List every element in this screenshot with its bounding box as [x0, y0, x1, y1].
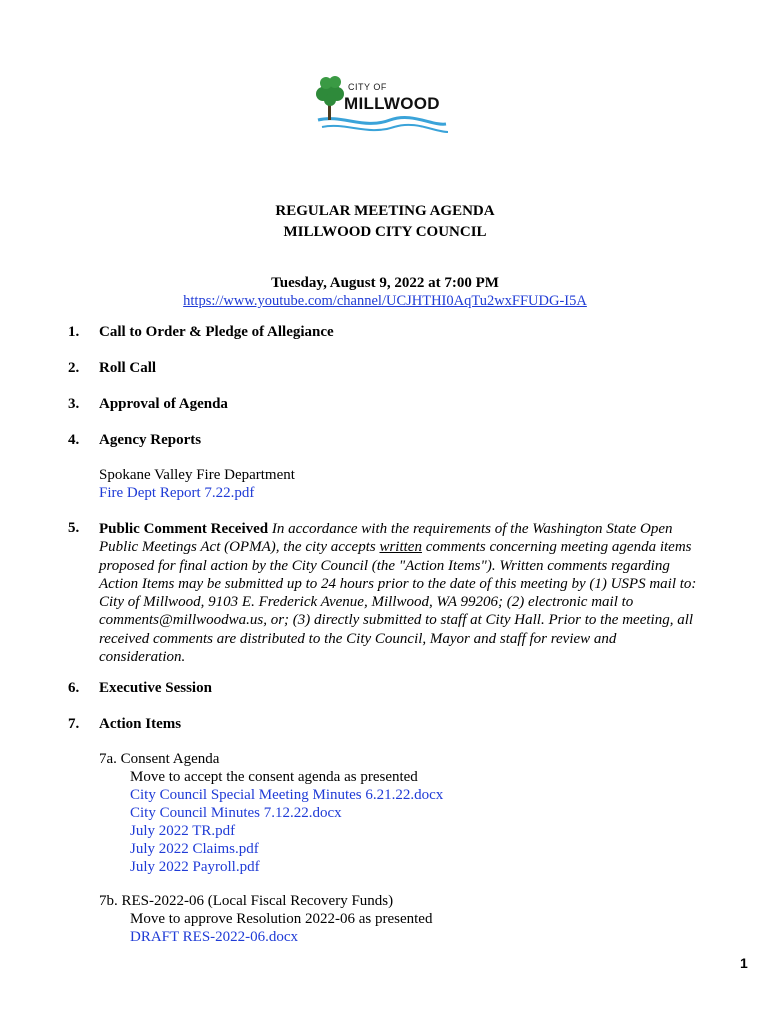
logo-city-of: CITY OF	[348, 82, 387, 92]
tr-report-link[interactable]: July 2022 TR.pdf	[130, 823, 236, 839]
item-label: Agency Reports	[99, 432, 202, 448]
payroll-link[interactable]: July 2022 Payroll.pdf	[130, 859, 260, 875]
city-logo	[312, 70, 452, 140]
item-label: Approval of Agenda	[99, 396, 228, 412]
page-number: 1	[740, 955, 748, 971]
item-label: Executive Session	[99, 680, 212, 696]
fire-dept-name: Spokane Valley Fire Department	[99, 467, 295, 483]
resolution-heading: 7b. RES-2022-06 (Local Fiscal Recovery Funds)	[99, 893, 394, 909]
consent-agenda-motion: Move to accept the consent agenda as presented	[130, 769, 418, 785]
special-minutes-link[interactable]: City Council Special Meeting Minutes 6.21.22.docx	[130, 787, 444, 803]
item-label: Public Comment Received	[99, 521, 269, 537]
council-minutes-link[interactable]: City Council Minutes 7.12.22.docx	[130, 805, 342, 821]
claims-link[interactable]: July 2022 Claims.pdf	[130, 841, 259, 857]
item-number: 1.	[68, 324, 80, 340]
agenda-title: REGULAR MEETING AGENDA	[275, 203, 495, 219]
item-label: Call to Order & Pledge of Allegiance	[99, 324, 334, 340]
fire-dept-report-link[interactable]: Fire Dept Report 7.22.pdf	[99, 485, 255, 501]
meeting-date: Tuesday, August 9, 2022 at 7:00 PM	[271, 275, 499, 291]
item-label: Roll Call	[99, 360, 157, 376]
public-comment-text: In accordance with the requirements of the Washington State Open Public Meetings Act (OPMA), the city accepts written comments concerning meeting agenda items proposed for final action by the City Council (the "Action Items"). Written comments regarding Action Items may be submitted up to 24 hours prior to the date of this meeting by (1) USPS mail to: City of Millwood, 9103 E. Frederick Avenue, Millwood, WA 99206; (2) electronic mail to comments@millwoodwa.us, or; (3) directly submitted to staff at City Hall. Prior to the meeting, all received comments are distributed to the City Council, Mayor and staff for review and consideration.	[99, 521, 697, 666]
written-emphasis: written	[379, 539, 422, 556]
item-number: 7.	[68, 716, 80, 732]
draft-resolution-link[interactable]: DRAFT RES-2022-06.docx	[130, 929, 299, 945]
council-title: MILLWOOD CITY COUNCIL	[283, 224, 487, 240]
resolution-motion: Move to approve Resolution 2022-06 as presented	[130, 911, 433, 927]
item-number: 6.	[68, 680, 80, 696]
youtube-link[interactable]: https://www.youtube.com/channel/UCJHTHI0AqTu2wxFFUDG-I5A	[183, 293, 587, 309]
item-number: 4.	[68, 432, 80, 448]
logo-millwood: MILLWOOD	[344, 94, 440, 113]
public-comment-paragraph	[99, 520, 699, 666]
consent-agenda-heading: 7a. Consent Agenda	[99, 751, 220, 767]
item-number: 5.	[68, 520, 80, 536]
item-number: 2.	[68, 360, 80, 376]
item-number: 3.	[68, 396, 80, 412]
item-label: Action Items	[99, 716, 182, 732]
